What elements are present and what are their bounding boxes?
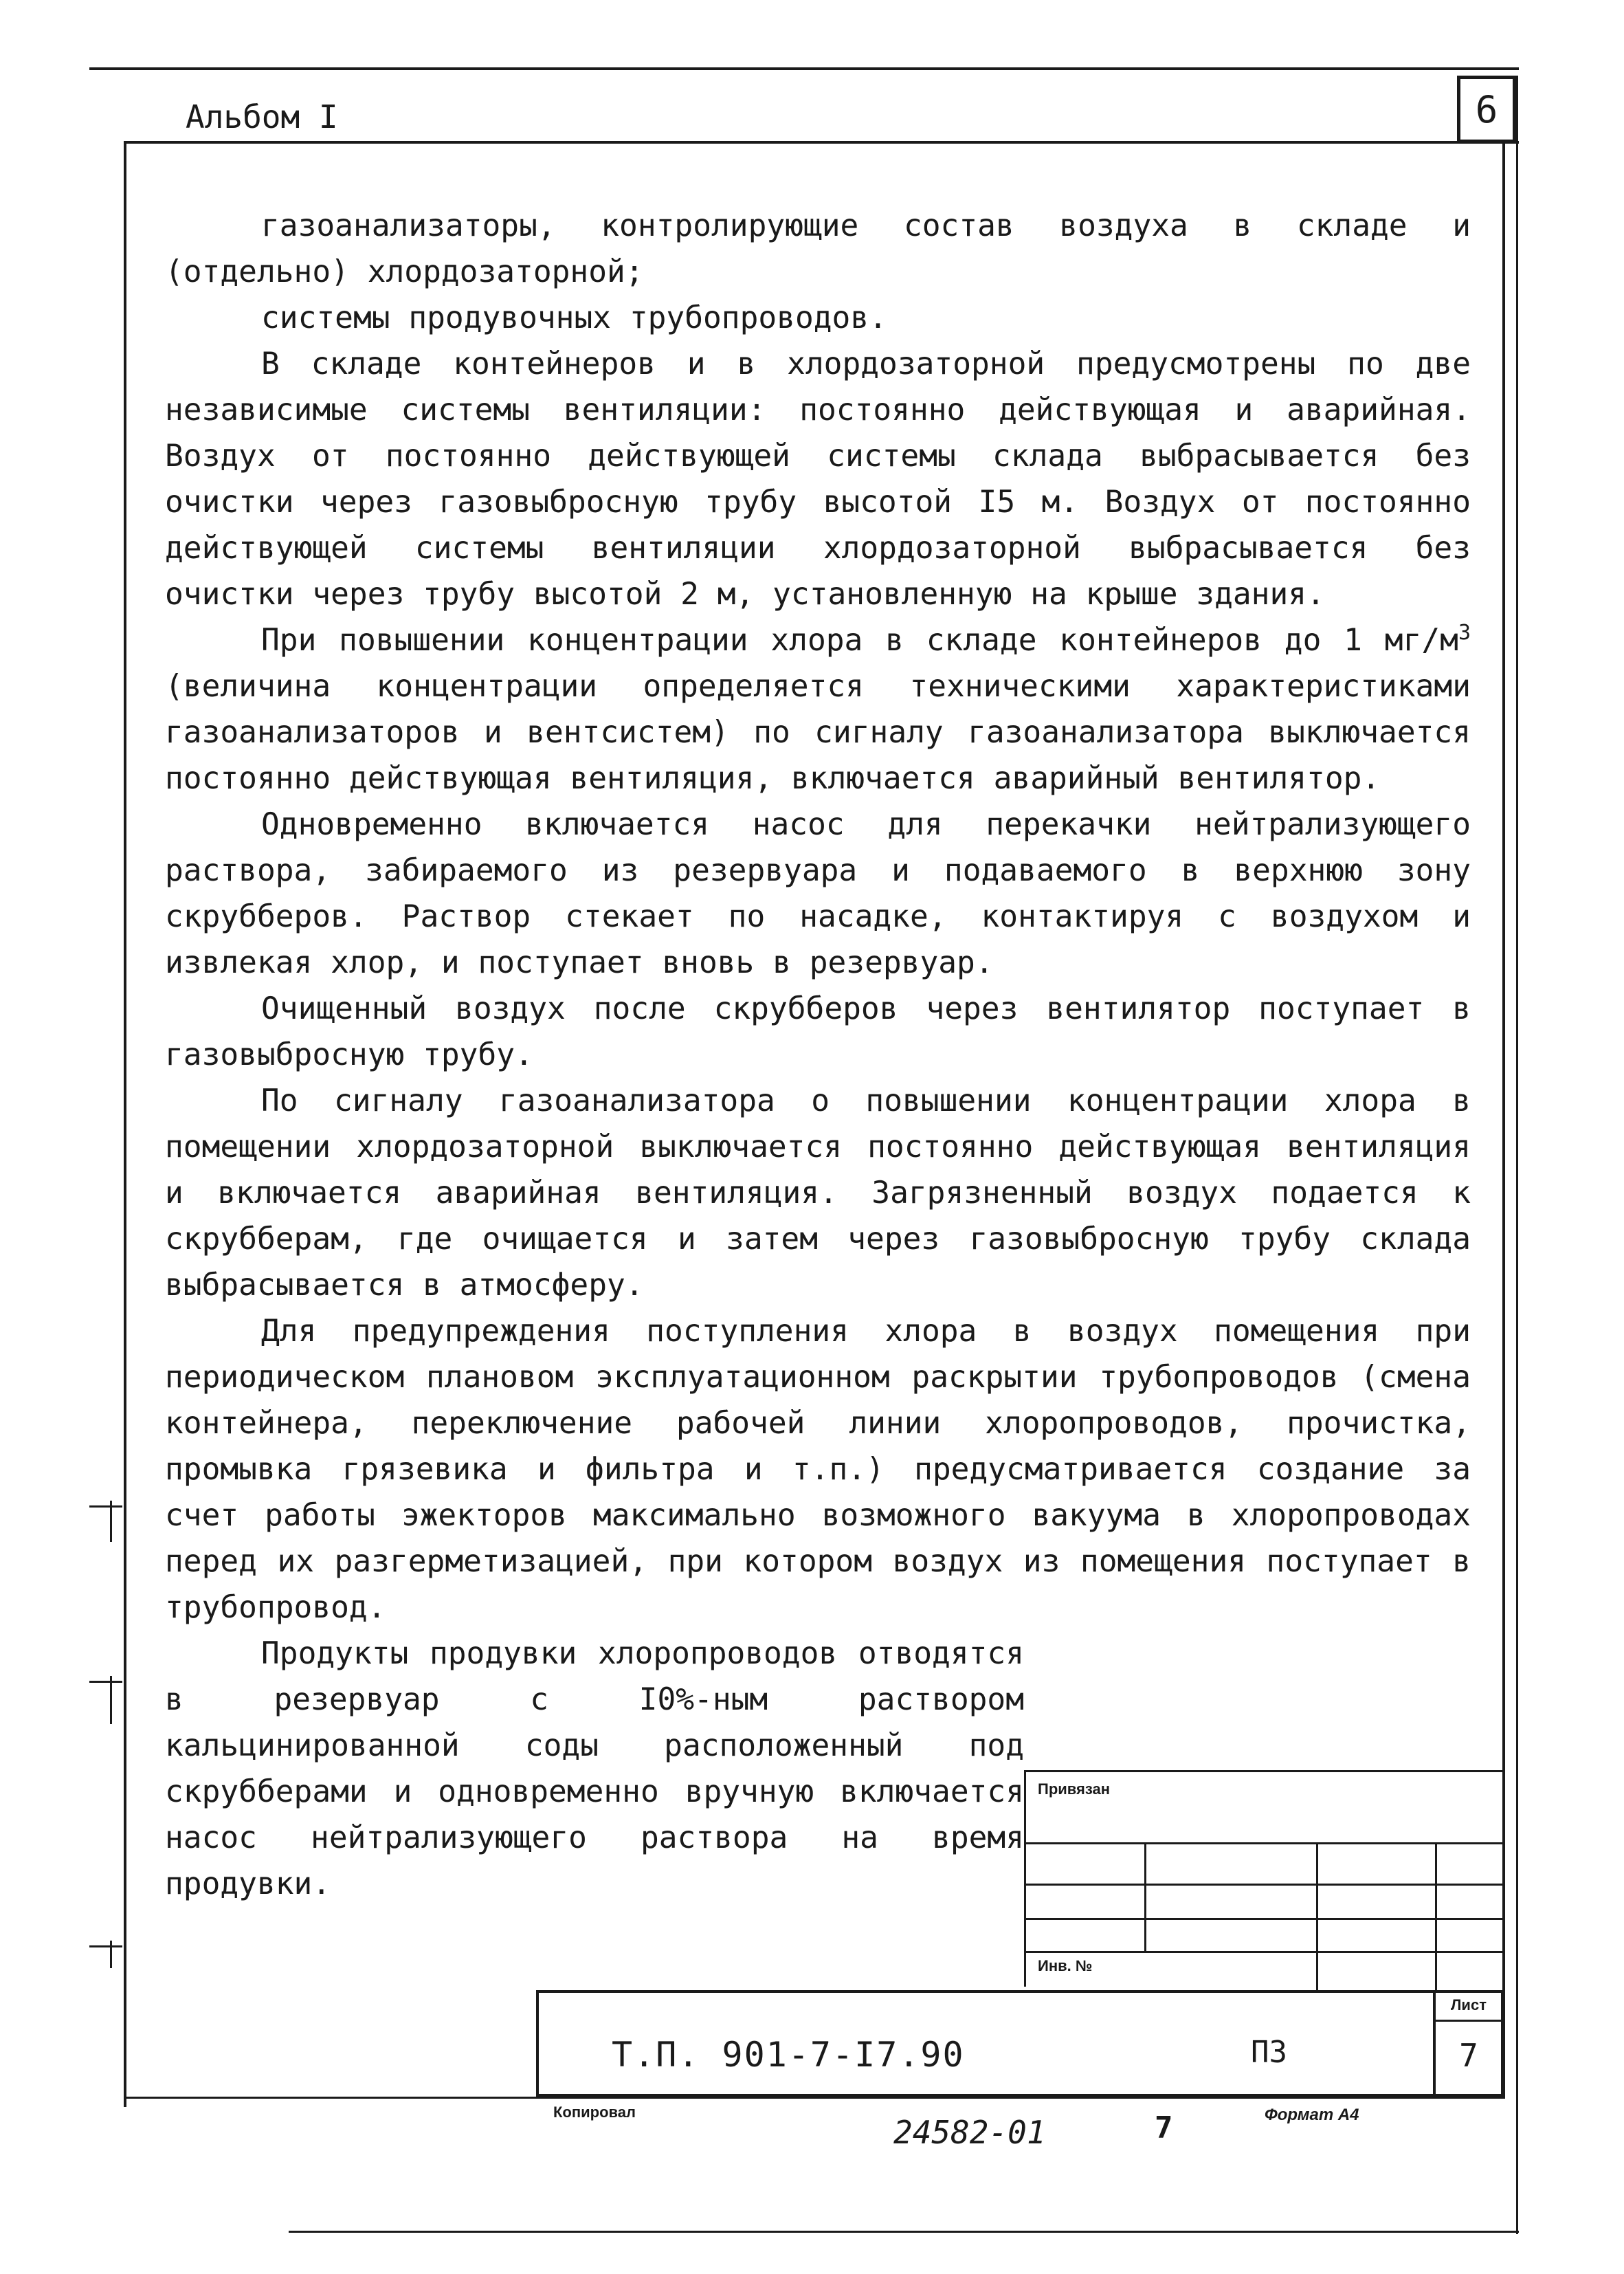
paragraph-concentration xyxy=(165,617,1471,802)
document-mark: ПЗ xyxy=(1251,2035,1287,2070)
stamp-col xyxy=(1144,1842,1146,1952)
album-label: Альбом I xyxy=(186,98,338,135)
archive-number: 24582-01 xyxy=(893,2114,1046,2151)
frame-outer-bottom xyxy=(289,2231,1519,2233)
frame-bottom xyxy=(124,2097,1505,2099)
stamp-box xyxy=(1024,1770,1504,1987)
format-label: Формат А4 xyxy=(1265,2106,1359,2124)
paragraph: системы продувочных трубопроводов. xyxy=(261,300,887,335)
margin-tick xyxy=(89,1681,122,1683)
paragraph: По сигналу газоанализатора о повышении концентрации хлора в помещении хлордозаторной выключается постоянно действующая вентиляция и включается аварийная вентиляция. Загрязненный воздух подается к скрубберам, где очищается и затем через газовыбросную трубу склада выбрасывается в атмосферу. xyxy=(165,1083,1471,1303)
sheet-label: Лист xyxy=(1451,1996,1487,2013)
body-text xyxy=(165,203,1471,1907)
concentration-text-before: При повышении концентрации хлора в складе контейнеров до 1 мг/м xyxy=(261,623,1458,658)
stamp-col xyxy=(1435,1842,1437,1990)
concentration-text-after: (величина концентрации определяется техническими характеристиками газоанализаторов и вентсистем) по сигналу газоанализатора выключается постоянно действующая вентиляция, включается аварийный вентилятор. xyxy=(165,669,1471,796)
margin-tick xyxy=(110,1501,112,1542)
paragraph: Одновременно включается насос для перекачки нейтрализующего раствора, забираемого из резервуара и подаваемого в верхнюю зону скрубберов. Раствор стекает по насадке, контактируя с воздухом и извлекая хлор, и поступает вновь в резервуар. xyxy=(165,807,1471,980)
frame-left xyxy=(124,141,126,2107)
margin-tick xyxy=(89,1945,122,1947)
stamp-col xyxy=(1316,1842,1318,1990)
stamp-rule xyxy=(1024,1842,1504,1844)
paragraph: Очищенный воздух после скрубберов через вентилятор поступает в газовыбросную трубу. xyxy=(165,991,1471,1072)
stamp-rule xyxy=(1024,1918,1504,1920)
paragraph: Для предупреждения поступления хлора в воздух помещения при периодическом плановом эксплуатационном раскрытии трубопроводов (смена контейнера, переключение рабочей линии хлоропроводов, прочистка, промывка грязевика и фильтра и т.п.) предусматривается создание за счет работы эжекторов максимально возможного вакуума в хлоропроводах перед их разгерметизацией, при котором воздух из помещения поступает в трубопровод. xyxy=(165,1314,1471,1625)
frame-outer-right xyxy=(1516,76,1518,2234)
stamp-rule xyxy=(1024,1884,1504,1886)
margin-tick xyxy=(110,1941,112,1968)
copied-label: Копировал xyxy=(553,2104,636,2121)
superscript-3: 3 xyxy=(1458,621,1471,645)
stamp-rule xyxy=(1024,1951,1504,1953)
margin-tick xyxy=(89,1505,122,1508)
page-number: 6 xyxy=(1475,87,1498,131)
frame-top-rule xyxy=(89,67,1519,70)
frame-inner-top xyxy=(124,141,1519,144)
paragraph: газоанализаторы, контролирующие состав воздуха в складе и (отдельно) хлордозаторной; xyxy=(165,208,1471,289)
stamp-title: Привязан xyxy=(1038,1780,1111,1798)
footer-seven: 7 xyxy=(1155,2110,1173,2145)
inventory-label: Инв. № xyxy=(1038,1957,1093,1974)
page-number-box xyxy=(1457,76,1516,143)
sheet-number: 7 xyxy=(1459,2037,1478,2074)
document-code: Т.П. 901-7-I7.90 xyxy=(612,2035,965,2075)
paragraph: Продукты продувки хлоропроводов отводятся в резервуар с I0%-ным раствором кальцинированной соды расположенный под скрубберами и одновременно вручную включается насос нейтрализующего раствора на время продувки. xyxy=(165,1636,1024,1901)
paragraph: В складе контейнеров и в хлордозаторной предусмотрены по две независимые системы вентиляции: постоянно действующая и аварийная. Воздух от постоянно действующей системы склада выбрасывается без очистки через газовыбросную трубу высотой I5 м. Воздух от постоянно действующей системы вентиляции хлордозаторной выбрасывается без очистки через трубу высотой 2 м, установленную на крыше здания. xyxy=(165,346,1471,612)
margin-tick xyxy=(110,1676,112,1724)
